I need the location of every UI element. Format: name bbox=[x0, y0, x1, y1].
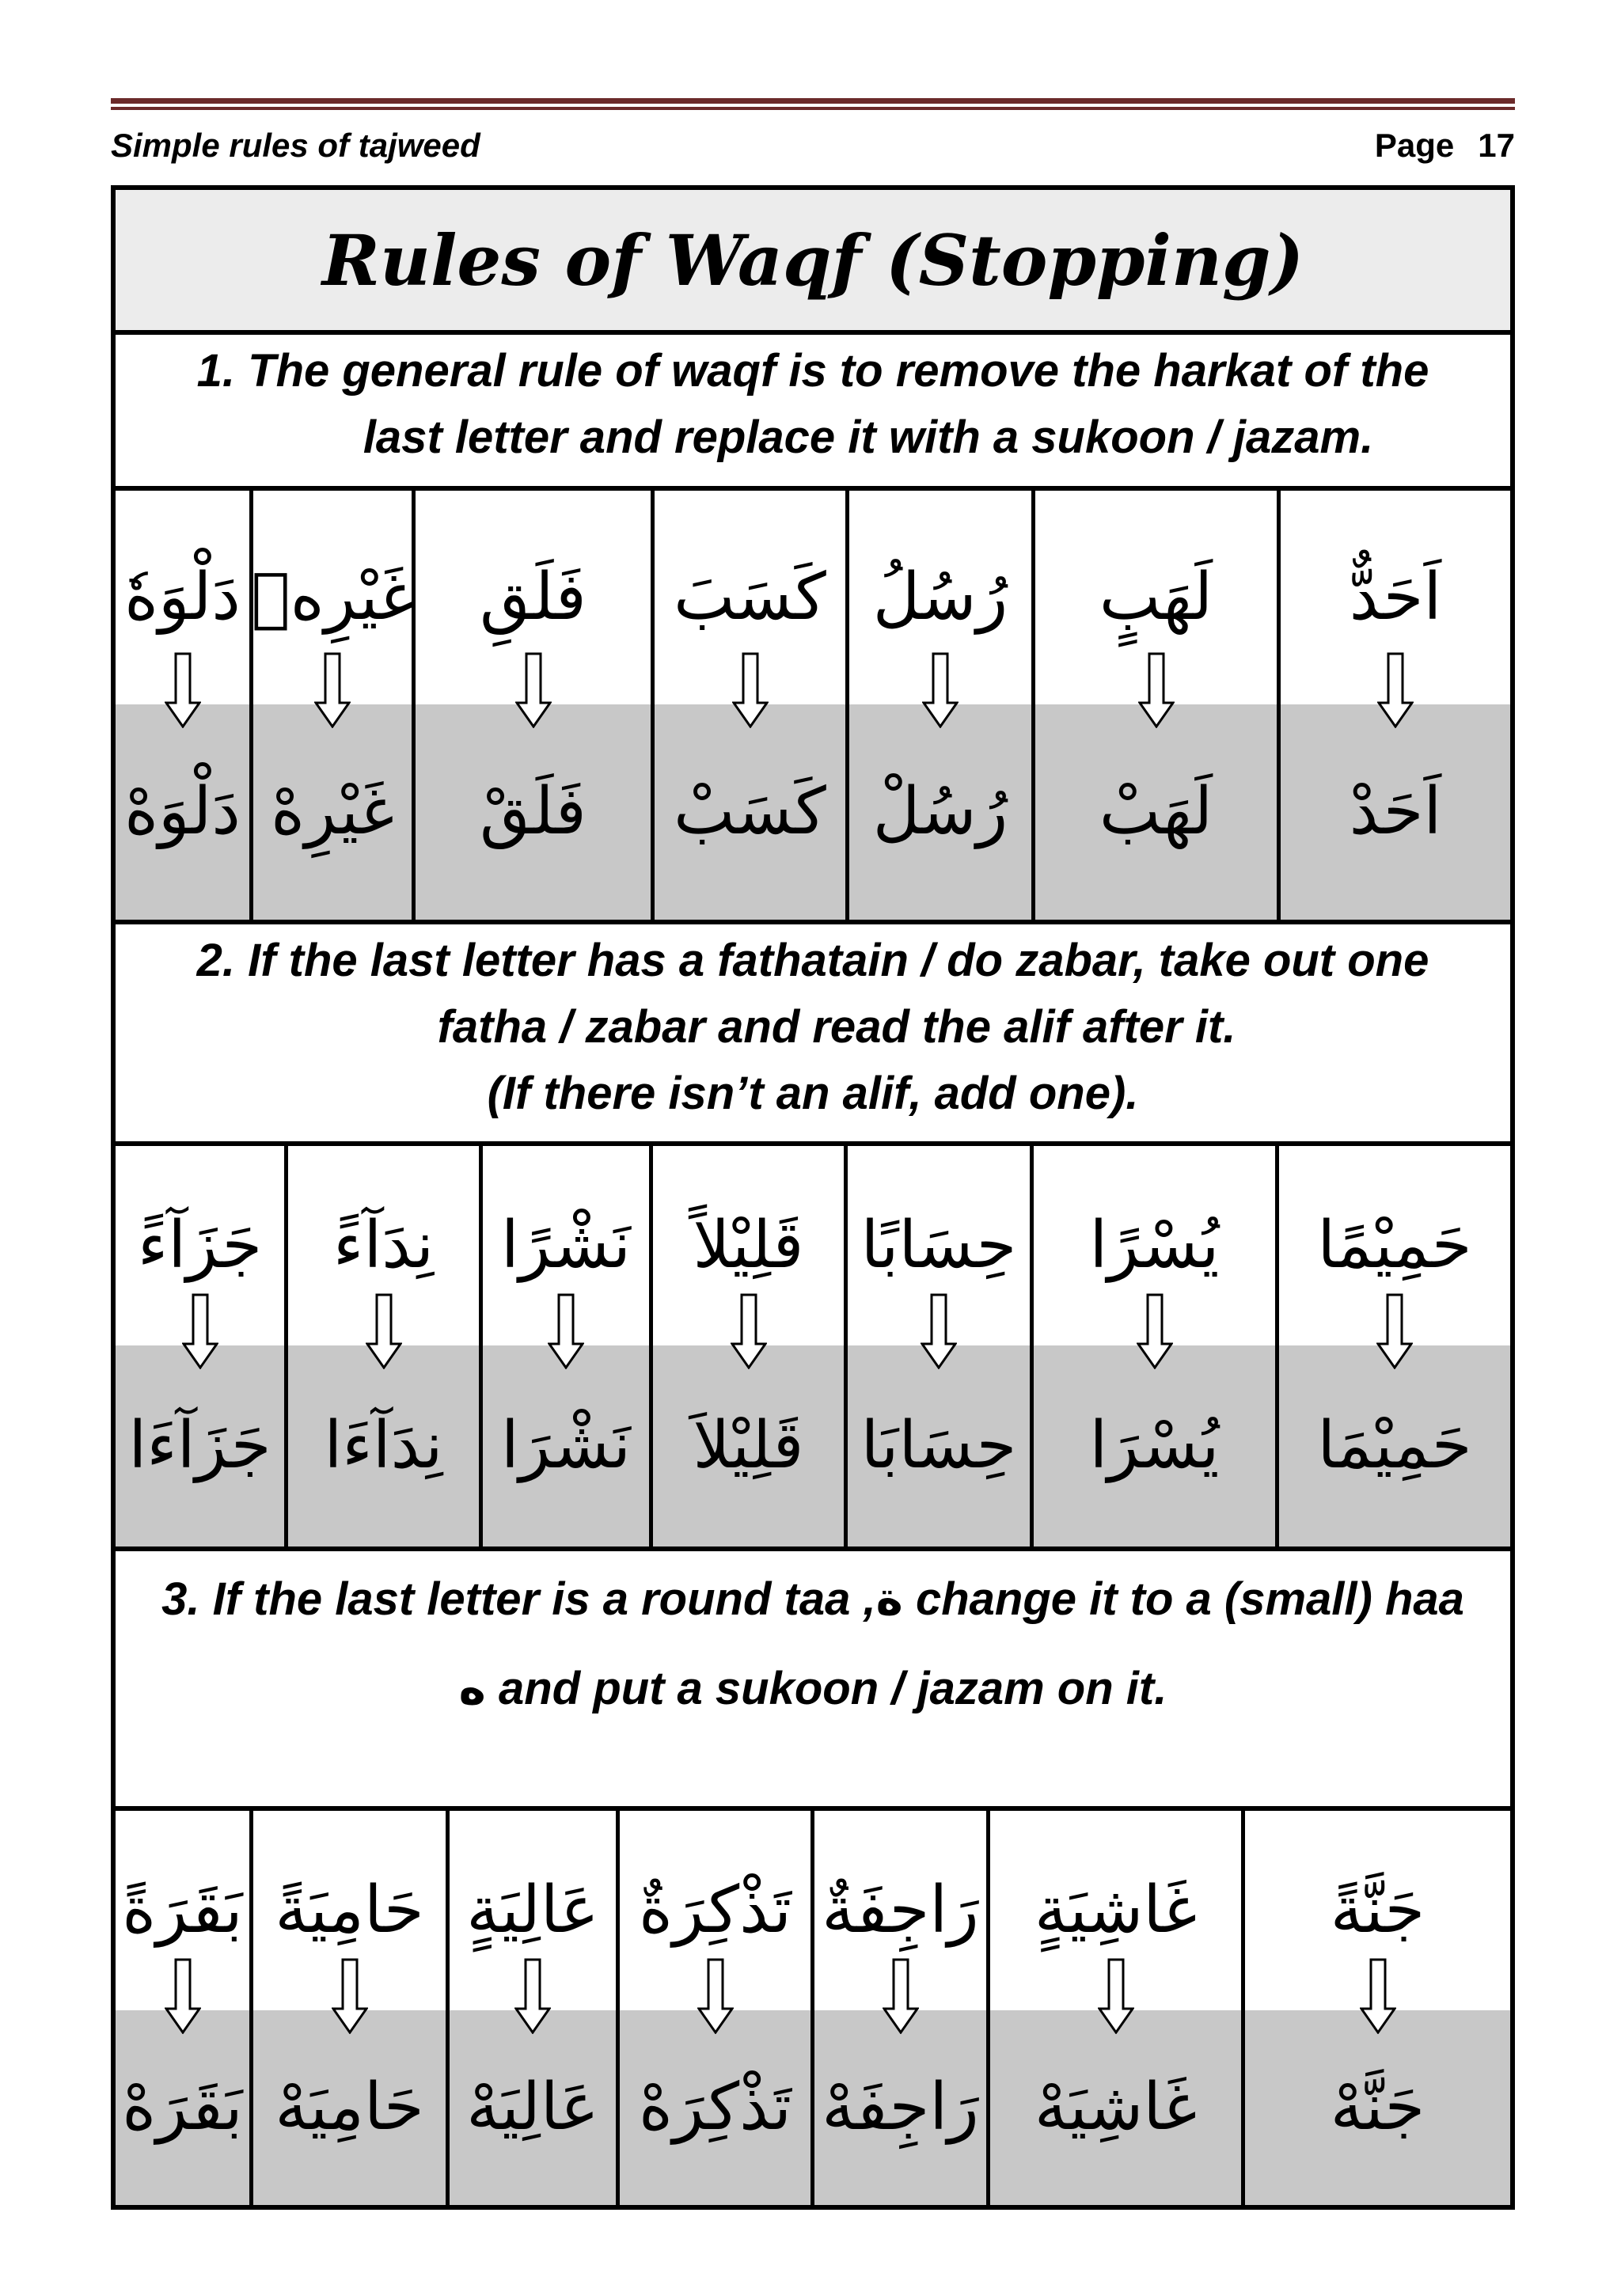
arabic-word: حَمِيْمَا bbox=[1317, 1408, 1472, 1483]
word-cell bbox=[620, 2010, 814, 2205]
arabic-word: كَسَبَ bbox=[674, 560, 826, 635]
word-cell bbox=[1035, 704, 1281, 920]
arabic-word: اَحَدٌّ bbox=[1349, 560, 1442, 635]
down-arrow-icon bbox=[732, 652, 769, 728]
word-cell bbox=[1279, 1146, 1510, 1345]
down-arrow-icon bbox=[697, 1958, 734, 2034]
rule-3-line-2 bbox=[116, 1644, 1510, 1733]
arabic-word: عَالِيَةٍ bbox=[466, 1873, 599, 1948]
rule-2-text bbox=[116, 920, 1510, 1146]
arabic-word: رَاجِفَةٌ bbox=[822, 1873, 979, 1948]
word-cell bbox=[620, 1811, 814, 2010]
word-cell bbox=[1245, 2010, 1510, 2205]
arabic-word: حِسَابَا bbox=[860, 1408, 1017, 1483]
word-cell bbox=[1281, 704, 1510, 920]
rule-3-line-1 bbox=[116, 1554, 1510, 1644]
arabic-word: بَقَرَهْ bbox=[122, 2070, 243, 2145]
arabic-word: غَاشِيَةٍ bbox=[1034, 1873, 1198, 1948]
page-title: Rules of Waqf (Stopping) bbox=[116, 190, 1510, 335]
word-cell bbox=[116, 1345, 288, 1546]
word-cell bbox=[1279, 1345, 1510, 1546]
word-cell bbox=[653, 1345, 848, 1546]
down-arrow-icon bbox=[514, 1958, 551, 2034]
rule-3-line-1-tail: change it to a (small) haa bbox=[902, 1573, 1464, 1625]
down-arrow-icon bbox=[548, 1293, 584, 1369]
down-arrow-icon bbox=[332, 1958, 368, 2034]
word-cell bbox=[849, 704, 1035, 920]
word-cell bbox=[655, 491, 849, 704]
page-label: Page bbox=[1374, 127, 1455, 164]
word-cell bbox=[253, 2010, 450, 2205]
down-arrow-icon bbox=[1138, 652, 1175, 728]
arabic-word: فَلَقْ bbox=[480, 774, 587, 849]
arabic-word: لَهَبْ bbox=[1099, 774, 1213, 849]
down-arrow-icon bbox=[1377, 652, 1414, 728]
down-arrow-icon bbox=[182, 1293, 218, 1369]
arabic-word: رَاجِفَهْ bbox=[822, 2070, 979, 2145]
page-indicator bbox=[1375, 125, 1515, 166]
word-cell bbox=[116, 1146, 288, 1345]
arabic-word: رُسُلُ bbox=[872, 560, 1008, 635]
down-arrow-icon bbox=[1098, 1958, 1134, 2034]
rules-frame bbox=[111, 185, 1515, 2210]
word-cell bbox=[253, 1811, 450, 2010]
rule-1-line-2: last letter and replace it with a sukoon / jazam. bbox=[363, 412, 1374, 463]
arabic-word: غَيْرِهْ bbox=[271, 774, 394, 849]
word-cell bbox=[990, 1811, 1245, 2010]
word-cell bbox=[116, 2010, 253, 2205]
arabic-word: اَحَدْ bbox=[1349, 774, 1442, 849]
arabic-word: حَامِيَةً bbox=[275, 1873, 424, 1948]
rule-3-after-row bbox=[116, 2010, 1510, 2205]
arabic-word: فَلَقِ bbox=[480, 560, 587, 635]
arabic-word: قَلِيْلاَ bbox=[693, 1408, 804, 1483]
arabic-word: كَسَبْ bbox=[674, 774, 826, 849]
rule-2-line-1: 2. If the last letter has a fathatain / do zabar, take out one bbox=[196, 935, 1429, 986]
down-arrow-icon bbox=[922, 652, 959, 728]
word-cell bbox=[1034, 1345, 1279, 1546]
word-cell bbox=[483, 1345, 653, 1546]
down-arrow-icon bbox=[731, 1293, 767, 1369]
rule-2-line-2: fatha / zabar and read the alif after it. bbox=[437, 1001, 1236, 1053]
word-cell bbox=[1034, 1146, 1279, 1345]
word-cell bbox=[483, 1146, 653, 1345]
rule-2-after-row bbox=[116, 1345, 1510, 1551]
word-cell bbox=[116, 491, 253, 704]
word-cell bbox=[450, 2010, 620, 2205]
down-arrow-icon bbox=[366, 1293, 402, 1369]
word-cell bbox=[416, 491, 655, 704]
word-cell bbox=[253, 704, 416, 920]
arabic-word: قَلِيْلاً bbox=[693, 1208, 804, 1283]
rule-1-line-1: 1. The general rule of waqf is to remove the harkat of the bbox=[196, 345, 1429, 397]
arabic-word: حَامِيَهْ bbox=[275, 2070, 424, 2145]
down-arrow-icon bbox=[515, 652, 552, 728]
word-cell bbox=[116, 704, 253, 920]
arabic-word: نِدَآءَا bbox=[324, 1408, 443, 1483]
down-arrow-icon bbox=[1137, 1293, 1173, 1369]
down-arrow-icon bbox=[314, 652, 351, 728]
word-cell bbox=[849, 491, 1035, 704]
running-header-title: Simple rules of tajweed bbox=[111, 127, 480, 164]
arabic-word: جَنَّةً bbox=[1330, 1873, 1425, 1948]
word-cell bbox=[848, 1345, 1034, 1546]
header-rule-thin bbox=[111, 107, 1515, 110]
header-rule-thick bbox=[111, 98, 1515, 104]
arabic-word: غَاشِيَهْ bbox=[1034, 2070, 1198, 2145]
rule-2-before-row bbox=[116, 1146, 1510, 1349]
arabic-word: رُسُلْ bbox=[872, 774, 1008, 849]
rule-1-after-row bbox=[116, 704, 1510, 924]
rule-3-line-1-text: 3. If the last letter is a round taa , bbox=[161, 1573, 876, 1625]
arabic-word: يُسْرَا bbox=[1089, 1408, 1220, 1483]
arabic-word: حَمِيْمًا bbox=[1317, 1208, 1472, 1283]
word-cell bbox=[450, 1811, 620, 2010]
word-cell bbox=[1245, 1811, 1510, 2010]
arabic-word: جَزَآءً bbox=[137, 1208, 263, 1283]
page-number: 17 bbox=[1478, 127, 1515, 164]
arabic-word: لَهَبٍ bbox=[1099, 560, 1213, 635]
word-cell bbox=[990, 2010, 1245, 2205]
arabic-word: دَلْوَهٗ bbox=[124, 560, 241, 635]
word-cell bbox=[655, 704, 849, 920]
word-cell bbox=[814, 2010, 990, 2205]
word-cell bbox=[653, 1146, 848, 1345]
small-haa-glyph: ه bbox=[458, 1661, 486, 1715]
word-cell bbox=[116, 1811, 253, 2010]
arabic-word: عَالِيَهْ bbox=[466, 2070, 599, 2145]
rule-1-text bbox=[116, 330, 1510, 491]
word-cell bbox=[253, 491, 416, 704]
rule-3-before-row bbox=[116, 1811, 1510, 2013]
word-cell bbox=[814, 1811, 990, 2010]
rule-1-before-row bbox=[116, 491, 1510, 708]
rule-2-line-3: (If there isn’t an alif, add one). bbox=[487, 1068, 1139, 1119]
rule-3-text bbox=[116, 1546, 1510, 1811]
word-cell bbox=[288, 1345, 483, 1546]
arabic-word: تَذْكِرَةٌ bbox=[638, 1873, 792, 1948]
arabic-word: حِسَابًا bbox=[860, 1208, 1017, 1283]
word-cell bbox=[848, 1146, 1034, 1345]
arabic-word: دَلْوَهْ bbox=[124, 774, 241, 849]
down-arrow-icon bbox=[165, 1958, 201, 2034]
arabic-word: نِدَآءً bbox=[332, 1208, 435, 1283]
arabic-word: جَزَآءَا bbox=[128, 1408, 271, 1483]
arabic-word: تَذْكِرَهْ bbox=[638, 2070, 792, 2145]
down-arrow-icon bbox=[165, 652, 201, 728]
arabic-word: نَشْرَا bbox=[501, 1408, 631, 1483]
word-cell bbox=[416, 704, 655, 920]
down-arrow-icon bbox=[921, 1293, 957, 1369]
word-cell bbox=[288, 1146, 483, 1345]
down-arrow-icon bbox=[883, 1958, 919, 2034]
down-arrow-icon bbox=[1360, 1958, 1396, 2034]
word-cell bbox=[1281, 491, 1510, 704]
rule-3-line-2-text: and put a sukoon / jazam on it. bbox=[485, 1663, 1167, 1714]
arabic-word: غَيْرِهٖ bbox=[251, 560, 414, 635]
round-taa-glyph: ة bbox=[875, 1572, 903, 1626]
arabic-word: بَقَرَةً bbox=[122, 1873, 243, 1948]
arabic-word: جَنَّهْ bbox=[1330, 2070, 1425, 2145]
down-arrow-icon bbox=[1376, 1293, 1413, 1369]
word-cell bbox=[1035, 491, 1281, 704]
arabic-word: نَشْرًا bbox=[501, 1208, 631, 1283]
arabic-word: يُسْرًا bbox=[1089, 1208, 1220, 1283]
